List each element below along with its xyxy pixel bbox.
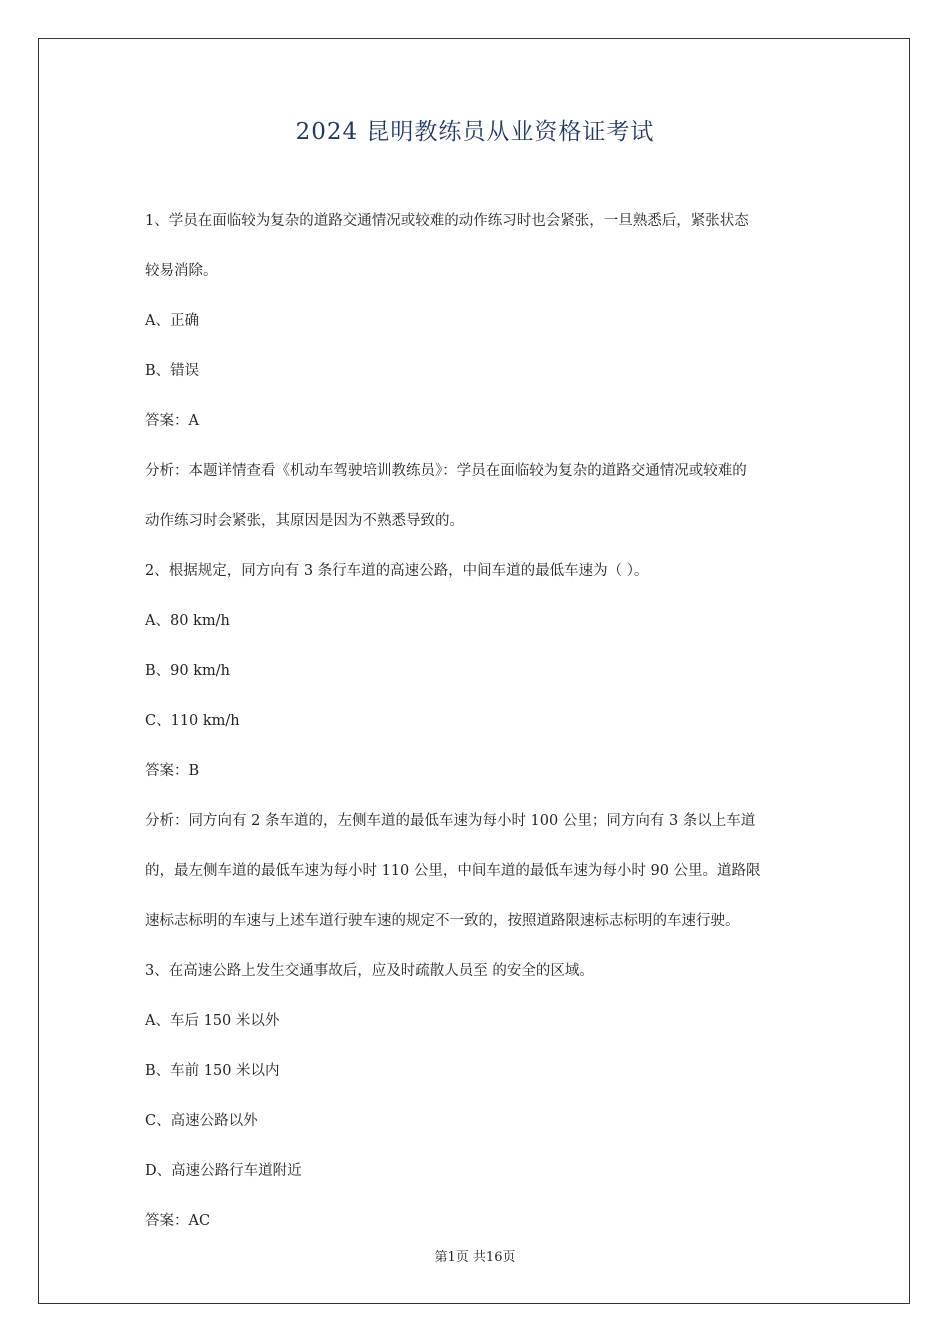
page-footer: 第1页 共16页 <box>434 1250 516 1265</box>
page-title: 2024 昆明教练员从业资格证考试 <box>295 119 655 145</box>
q3-option-d: D、高速公路行车道附近 <box>145 1163 302 1179</box>
q2-analysis-line-3: 速标志标明的车速与上述车道行驶车速的规定不一致的，按照道路限速标志标明的车速行驶。 <box>145 913 740 929</box>
q1-option-b: B、错误 <box>145 363 200 379</box>
q3-option-c: C、高速公路以外 <box>145 1113 258 1129</box>
q3-option-a: A、车后 150 米以外 <box>145 1013 280 1029</box>
q1-stem-line-2: 较易消除。 <box>145 263 218 279</box>
q3-option-b: B、车前 150 米以内 <box>145 1063 280 1079</box>
q2-option-c: C、110 km/h <box>145 713 240 729</box>
q1-answer: 答案：A <box>145 413 199 429</box>
q1-option-a: A、正确 <box>145 313 199 329</box>
q1-stem-line-1: 1、学员在面临较为复杂的道路交通情况或较难的动作练习时也会紧张，一旦熟悉后，紧张状态 <box>145 213 749 229</box>
q2-option-a: A、80 km/h <box>145 613 230 629</box>
q1-analysis-line-2: 动作练习时会紧张，其原因是因为不熟悉导致的。 <box>145 513 464 529</box>
q2-stem: 2、根据规定，同方向有 3 条行车道的高速公路，中间车道的最低车速为（ ）。 <box>145 563 649 579</box>
q2-answer: 答案：B <box>145 763 200 779</box>
q3-stem: 3、在高速公路上发生交通事故后，应及时疏散人员至 的安全的区域。 <box>145 963 594 979</box>
document-body <box>145 196 810 1246</box>
q2-option-b: B、90 km/h <box>145 663 230 679</box>
q1-analysis-line-1: 分析：本题详情查看《机动车驾驶培训教练员》：学员在面临较为复杂的道路交通情况或较难的 <box>145 463 747 479</box>
q2-analysis-line-2: 的，最左侧车道的最低车速为每小时 110 公里，中间车道的最低车速为每小时 90 公里。道路限 <box>145 863 761 879</box>
q3-answer: 答案：AC <box>145 1213 211 1229</box>
q2-analysis-line-1: 分析：同方向有 2 条车道的，左侧车道的最低车速为每小时 100 公里；同方向有 3 条以上车道 <box>145 813 756 829</box>
